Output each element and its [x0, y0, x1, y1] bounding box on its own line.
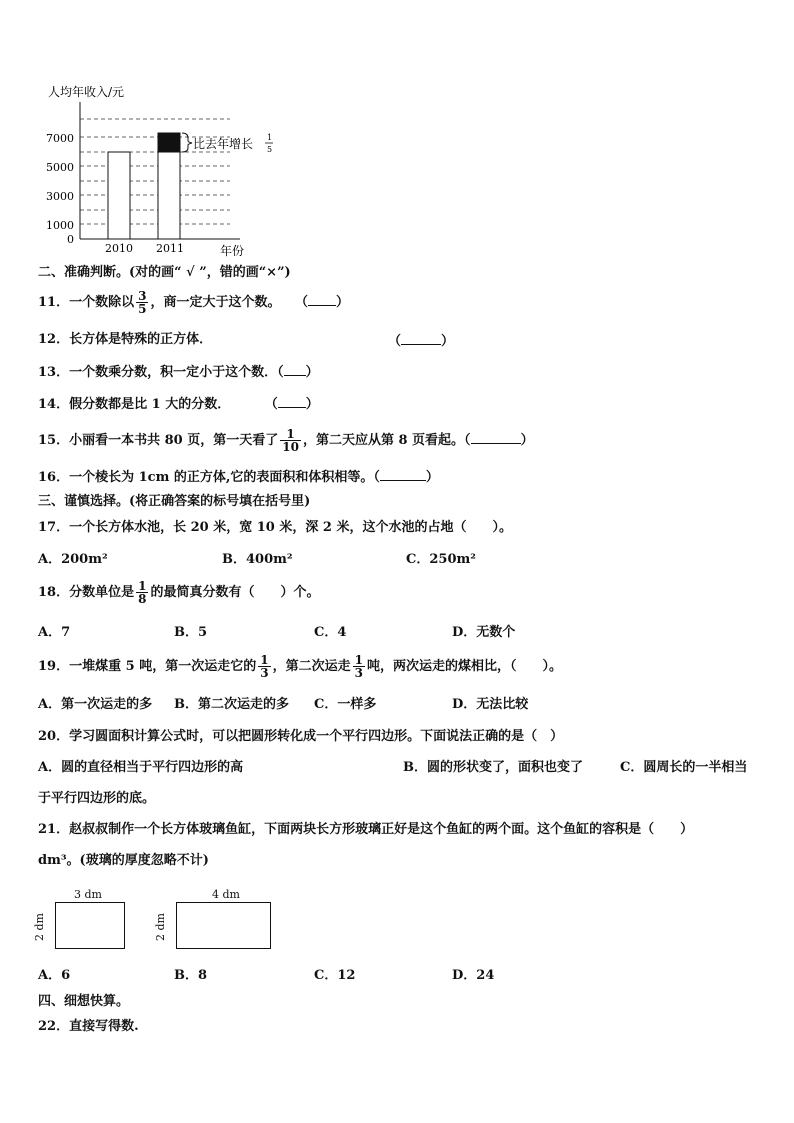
q19-option-a[interactable]: A．第一次运走的多	[38, 697, 153, 712]
question-22: 22．直接写得数.	[38, 1019, 139, 1034]
q12-answer-paren[interactable]	[388, 332, 454, 350]
glass-rect-1	[55, 902, 125, 949]
bar-2010	[108, 152, 130, 239]
paren-right: ）	[305, 365, 319, 380]
q11-den: 5	[138, 302, 147, 316]
glass-rect-2	[176, 902, 271, 949]
q18-option-c[interactable]: C．4	[314, 625, 347, 640]
q19-text-b: ，第二次运走	[272, 659, 351, 674]
xtick-2010: 2010	[105, 242, 133, 255]
xtick-2011: 2011	[156, 242, 184, 255]
rect1-top-label: 3 dm	[74, 888, 102, 901]
q20-option-a[interactable]: A．圆的直径相当于平行四边形的高	[38, 760, 244, 775]
rect1-side-label: 2 dm	[32, 913, 46, 941]
question-12	[38, 332, 455, 349]
question-15	[38, 428, 534, 453]
q15-den: 10	[282, 440, 299, 454]
question-16	[38, 468, 439, 486]
chart-xlabel: 年份	[220, 244, 245, 258]
q21-option-b[interactable]: B．8	[174, 968, 208, 983]
question-18	[38, 580, 319, 605]
paren-left: （	[295, 295, 309, 310]
q18-option-b[interactable]: B．5	[174, 625, 208, 640]
q19-text-a: 19．一堆煤重 5 吨，第一次运走它的	[38, 659, 257, 674]
increase-frac-num: 1	[267, 133, 273, 142]
q11-text-b: ，商一定大于这个数。	[150, 295, 281, 310]
q19-num1: 1	[260, 653, 269, 667]
q21-option-a[interactable]: A．6	[38, 968, 71, 983]
section-2-title: 二、准确判断。(对的画“ √ ”，错的画“×”)	[38, 265, 291, 280]
q21-option-c[interactable]: C．12	[314, 968, 356, 983]
question-17: 17．一个长方体水池，长 20 米，宽 10 米，深 2 米，这个水池的占地（ ）。	[38, 520, 512, 535]
answer-blank[interactable]	[401, 332, 441, 345]
answer-blank[interactable]	[308, 293, 336, 306]
q18-fraction	[136, 580, 148, 605]
paren-right: ）	[305, 397, 319, 412]
q12-text: 12．长方体是特殊的正方体．	[38, 332, 213, 347]
q19-num2: 1	[354, 653, 363, 667]
q16-answer-paren[interactable]	[373, 470, 439, 485]
q19-den1: 3	[260, 666, 269, 680]
paren-right: ）	[336, 295, 350, 310]
q19-option-b[interactable]: B．第二次运走的多	[174, 697, 289, 712]
q20-option-b[interactable]: B．圆的形状变了，面积也变了	[403, 760, 583, 775]
chart-grid	[80, 119, 230, 224]
q14-answer-paren[interactable]	[265, 397, 319, 412]
q19-den2: 3	[354, 666, 363, 680]
rect2-top-label: 4 dm	[212, 888, 240, 901]
q16-text: 16．一个棱长为 1cm 的正方体,它的表面积和体积相等。	[38, 470, 374, 485]
q11-text-a: 11．一个数除以	[38, 295, 135, 310]
q19-option-c[interactable]: C．一样多	[314, 697, 377, 712]
ytick-5000: 5000	[46, 161, 74, 174]
section-3-title: 三、谨慎选择。(将正确答案的标号填在括号里)	[38, 494, 311, 509]
paren-left: （	[388, 334, 402, 349]
answer-blank[interactable]	[278, 395, 306, 408]
q15-fraction	[280, 428, 301, 453]
q11-num: 3	[138, 289, 147, 303]
increase-brace	[182, 133, 192, 152]
question-14	[38, 395, 319, 413]
paren-left: （	[277, 365, 284, 380]
q19-fraction-2	[353, 654, 365, 679]
question-11	[38, 290, 349, 315]
income-bar-chart	[30, 80, 290, 260]
question-19	[38, 654, 562, 679]
paren-right: ）	[520, 433, 534, 448]
chart-ylabel: 人均年收入/元	[48, 85, 125, 99]
increase-annotation: 比去年增长	[193, 137, 254, 151]
q21-option-d[interactable]: D．24	[452, 968, 495, 983]
paren-left: （	[373, 470, 380, 485]
q14-text: 14．假分数都是比 1 大的分数．	[38, 397, 231, 412]
q18-text-b: 的最简真分数有（ ）个。	[150, 585, 320, 600]
q11-answer-paren[interactable]	[295, 295, 349, 310]
question-21: 21．赵叔叔制作一个长方体玻璃鱼缸，下面两块长方形玻璃正好是这个鱼缸的两个面。这个鱼缸的容积是（ ）	[38, 822, 694, 837]
q15-num: 1	[286, 427, 295, 441]
q18-text-a: 18．分数单位是	[38, 585, 135, 600]
q20-option-c[interactable]: C．圆周长的一半相当	[620, 760, 748, 775]
answer-blank[interactable]	[471, 431, 521, 444]
q18-option-d[interactable]: D．无数个	[452, 625, 516, 640]
bar-2011	[158, 152, 180, 239]
question-21-line2: dm³。(玻璃的厚度忽略不计)	[38, 853, 209, 868]
q19-fraction-1	[258, 654, 270, 679]
question-20: 20．学习圆面积计算公式时，可以把圆形转化成一个平行四边形。下面说法正确的是（ ）	[38, 729, 564, 744]
paren-right: ）	[425, 470, 439, 485]
q18-den: 8	[138, 592, 147, 606]
ytick-0: 0	[67, 233, 74, 246]
q15-answer-paren[interactable]	[464, 433, 534, 448]
q17-option-b[interactable]: B．400m²	[222, 552, 293, 567]
increase-frac-den: 5	[267, 145, 273, 154]
q17-option-a[interactable]: A．200m²	[38, 552, 108, 567]
ytick-1000: 1000	[46, 219, 74, 232]
q17-option-c[interactable]: C．250m²	[406, 552, 476, 567]
q18-num: 1	[138, 579, 147, 593]
answer-blank[interactable]	[284, 363, 306, 376]
section-4-title: 四、细想快算。	[38, 994, 130, 1009]
rect2-side-label: 2 dm	[153, 913, 167, 941]
ytick-3000: 3000	[46, 190, 74, 203]
q19-option-d[interactable]: D．无法比较	[452, 697, 529, 712]
ytick-7000: 7000	[46, 132, 74, 145]
bar-2011-increase	[158, 133, 180, 152]
q15-text-a: 15．小丽看一本书共 80 页，第一天看了	[38, 433, 279, 448]
q13-text: 13．一个数乘分数，积一定小于这个数．	[38, 365, 278, 380]
q20-option-c-continued: 于平行四边形的底。	[38, 791, 156, 806]
paren-left: （	[464, 433, 471, 448]
answer-blank[interactable]	[380, 468, 426, 481]
q15-text-b: ，第二天应从第 8 页看起。	[302, 433, 465, 448]
q11-fraction	[136, 290, 148, 315]
paren-left: （	[264, 397, 278, 412]
question-13	[38, 363, 319, 381]
q18-option-a[interactable]: A．7	[38, 625, 71, 640]
paren-right: ）	[441, 334, 455, 349]
q19-text-c: 吨，两次运走的煤相比，（ ）。	[366, 659, 562, 674]
q13-answer-paren[interactable]	[277, 365, 319, 380]
